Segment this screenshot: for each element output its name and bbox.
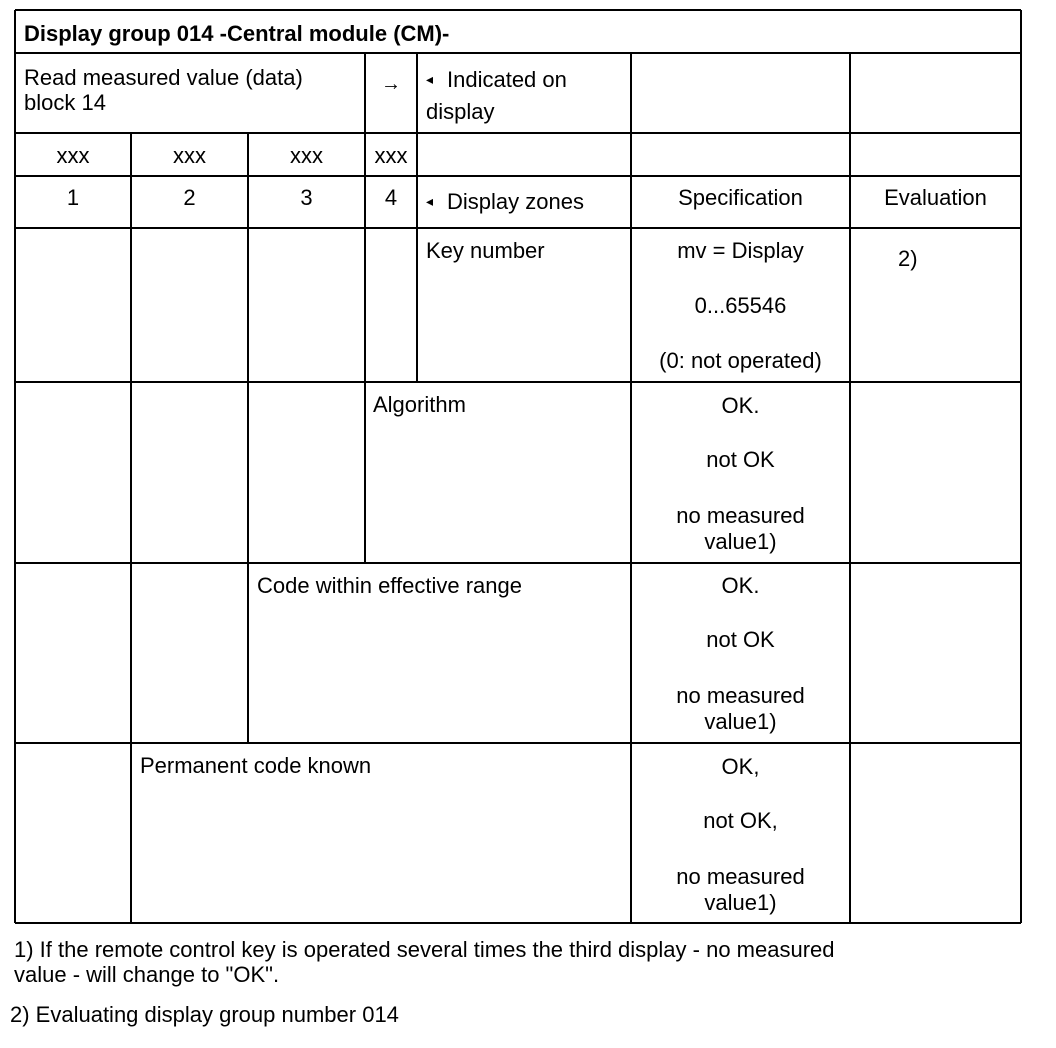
key-number-evaluation-note: 2) bbox=[898, 246, 918, 271]
xxx-cell-1: xxx bbox=[56, 143, 90, 168]
indicated-triangle-icon: ◂ bbox=[426, 71, 434, 87]
code-range-spec-4: value1) bbox=[704, 709, 777, 734]
permanent-code-spec-1: OK, bbox=[721, 754, 760, 779]
indicated-label-line2: display bbox=[426, 99, 495, 124]
xxx-cell-4: xxx bbox=[374, 143, 408, 168]
permanent-code-spec-4: value1) bbox=[704, 890, 777, 915]
algorithm-spec-3: no measured bbox=[676, 503, 805, 528]
specification-header: Specification bbox=[678, 185, 803, 210]
read-block-label-line1: Read measured value (data) bbox=[24, 65, 303, 90]
footnote-2: 2) Evaluating display group number 014 bbox=[10, 1002, 399, 1027]
display-zones-label: Display zones bbox=[447, 189, 584, 214]
zone-number-2: 2 bbox=[183, 185, 196, 210]
zone-number-3: 3 bbox=[300, 185, 313, 210]
zone-number-1: 1 bbox=[66, 185, 80, 210]
footnote-1-line2: value - will change to "OK". bbox=[14, 962, 280, 987]
key-number-spec-3: (0: not operated) bbox=[659, 348, 822, 373]
key-number-label: Key number bbox=[426, 238, 545, 263]
algorithm-spec-1: OK. bbox=[721, 393, 760, 418]
key-number-spec-2: 0...65546 bbox=[694, 293, 787, 318]
zone-number-4: 4 bbox=[384, 185, 398, 210]
permanent-code-spec-2: not OK, bbox=[703, 808, 778, 833]
page-title: Display group 014 -Central module (CM)- bbox=[24, 21, 450, 46]
code-range-spec-2: not OK bbox=[706, 627, 775, 652]
permanent-code-spec-3: no measured bbox=[676, 864, 805, 889]
key-number-spec-1: mv = Display bbox=[677, 238, 804, 263]
zones-triangle-icon: ◂ bbox=[426, 193, 434, 209]
code-range-spec-1: OK. bbox=[721, 573, 760, 598]
algorithm-label: Algorithm bbox=[373, 392, 466, 417]
code-range-spec-3: no measured bbox=[676, 683, 805, 708]
indicated-label-line1: Indicated on bbox=[447, 67, 567, 92]
xxx-cell-2: xxx bbox=[173, 143, 206, 168]
footnote-1-line1: 1) If the remote control key is operated several times the third display - no measured bbox=[14, 937, 835, 962]
arrow-right-icon: → bbox=[381, 73, 401, 95]
evaluation-header: Evaluation bbox=[884, 185, 987, 210]
code-range-label: Code within effective range bbox=[257, 573, 522, 598]
permanent-code-label: Permanent code known bbox=[140, 753, 372, 778]
algorithm-spec-2: not OK bbox=[706, 447, 775, 472]
algorithm-spec-4: value1) bbox=[704, 529, 777, 554]
xxx-cell-3: xxx bbox=[290, 143, 323, 168]
read-block-label-line2: block 14 bbox=[24, 90, 106, 115]
